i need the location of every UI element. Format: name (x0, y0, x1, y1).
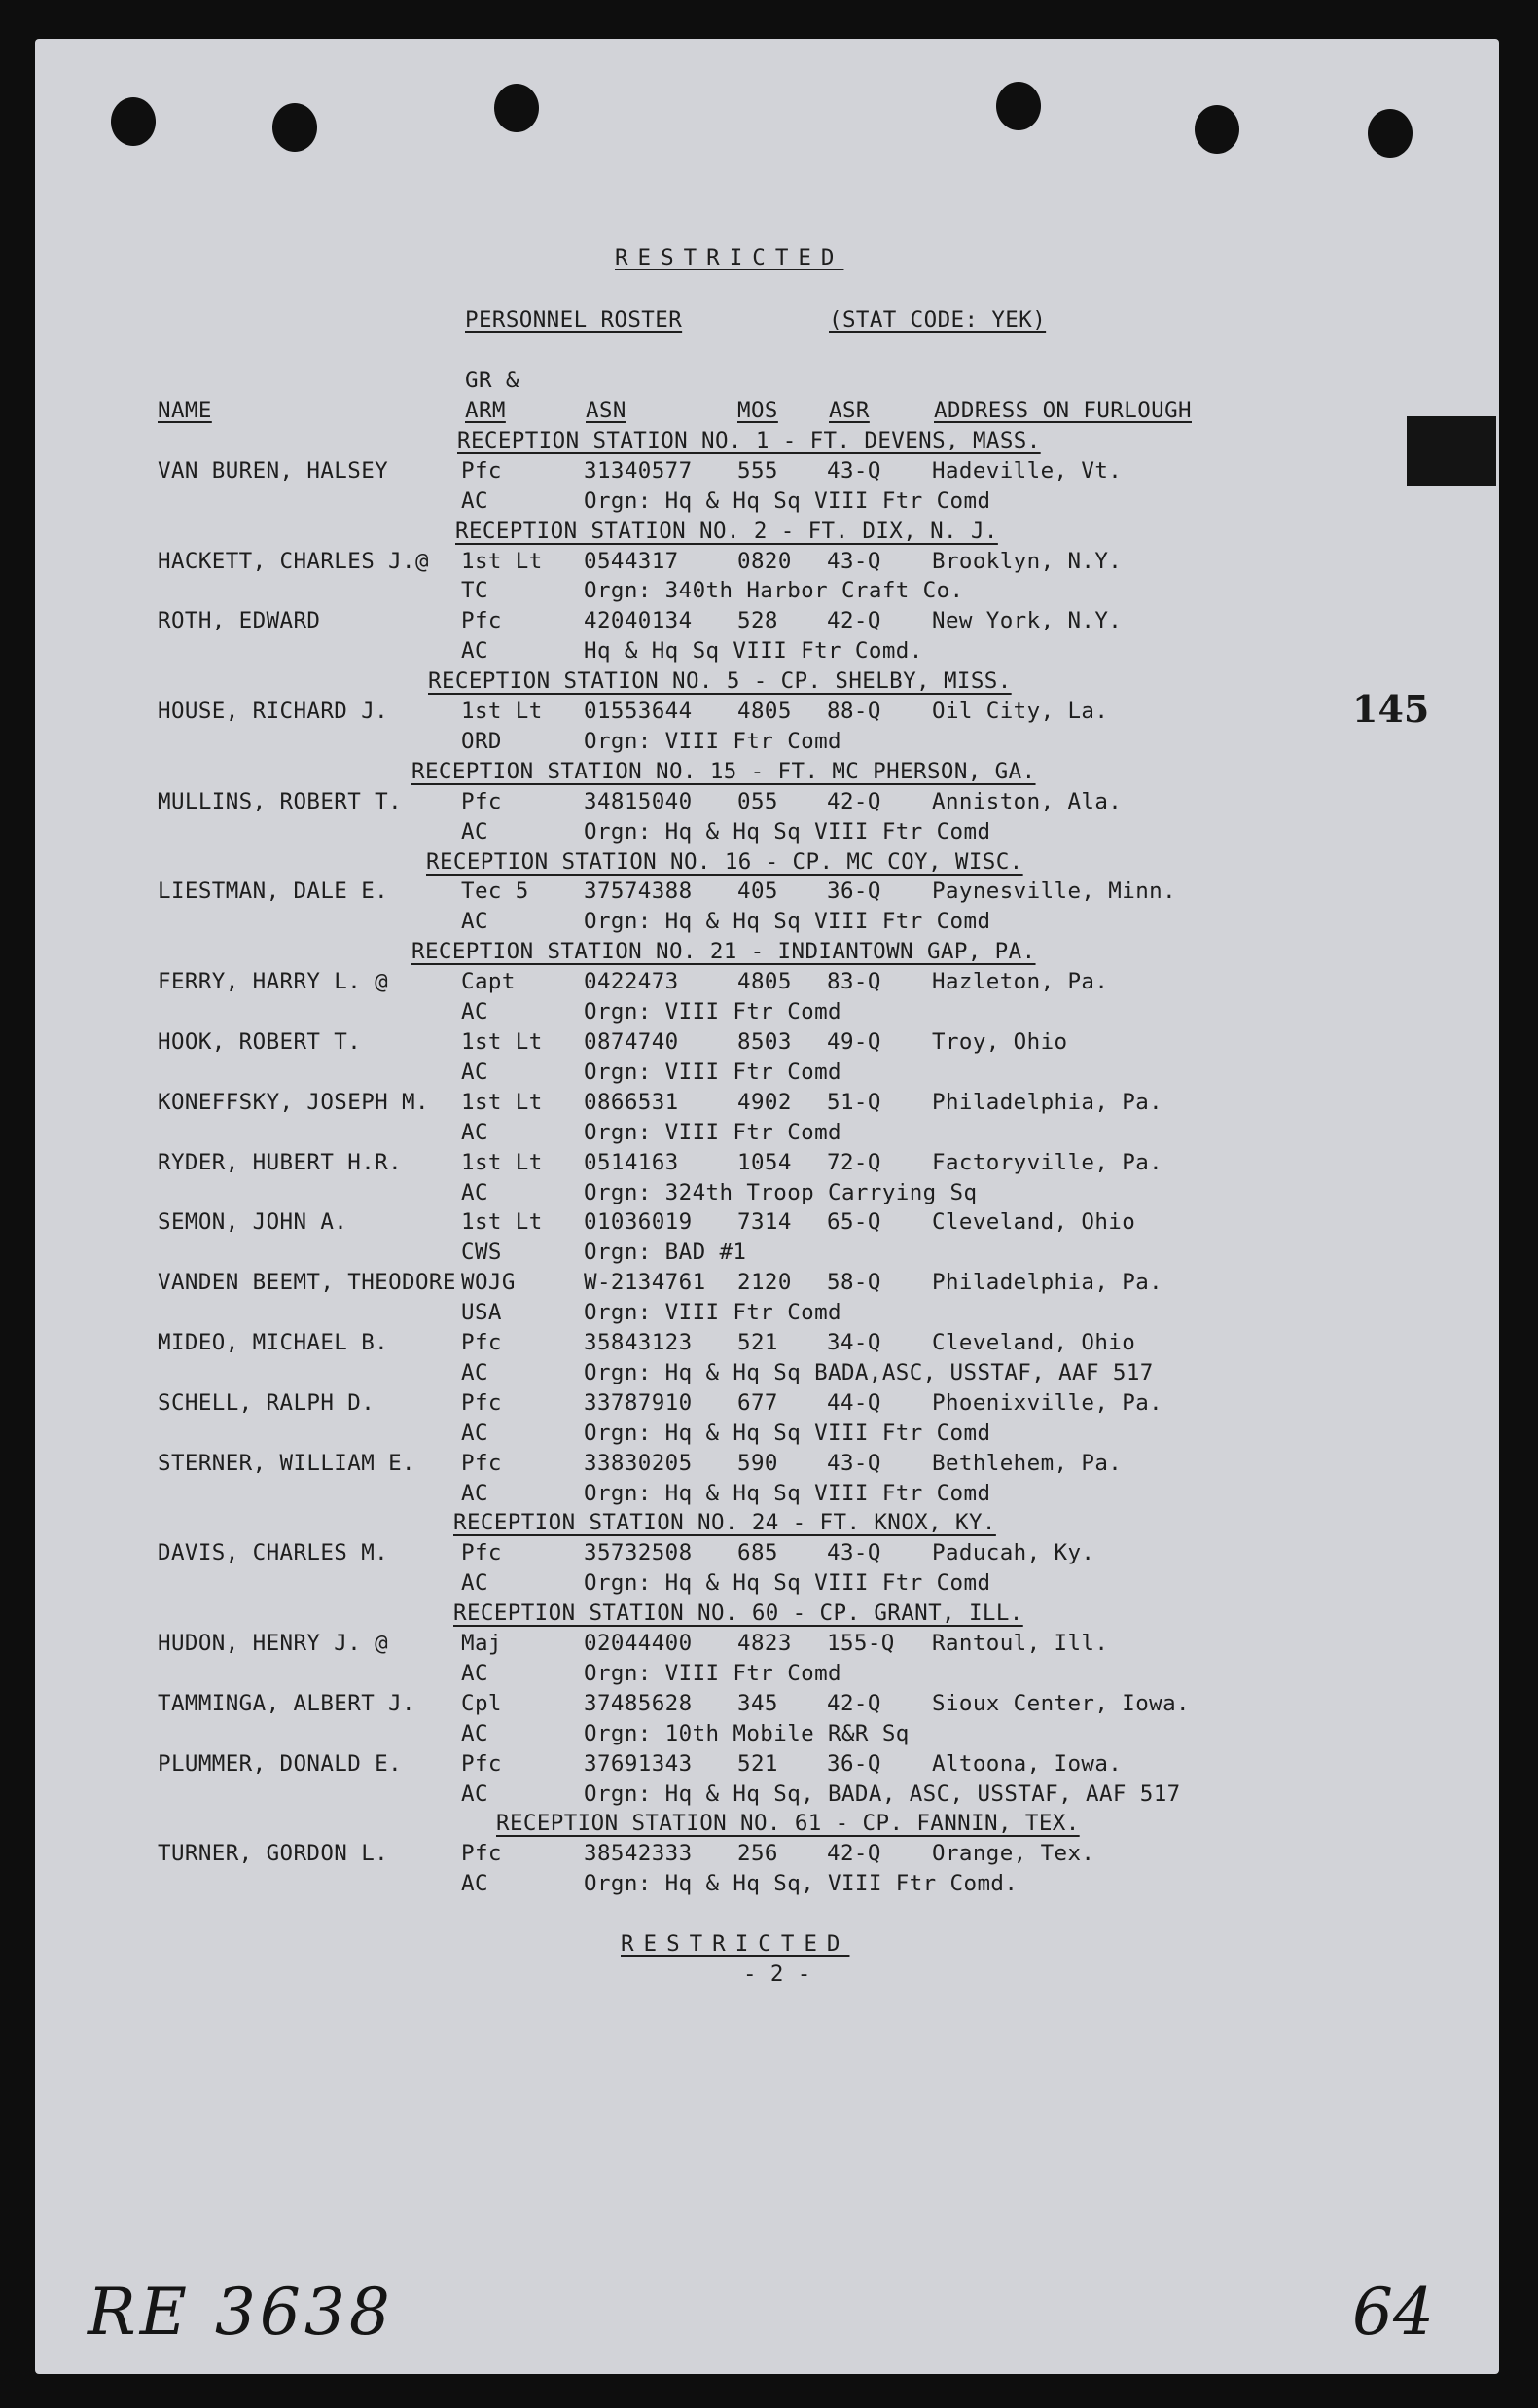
person-arm: ORD (461, 729, 502, 754)
person-mos: 521 (737, 1330, 778, 1355)
person-grade: Cpl (461, 1691, 502, 1716)
person-name: HUDON, HENRY J. @ (158, 1631, 389, 1656)
person-asr: 36-Q (827, 879, 881, 904)
person-mos: 345 (737, 1691, 778, 1716)
reception-station-heading: RECEPTION STATION NO. 24 - FT. KNOX, KY. (453, 1510, 996, 1535)
person-name: PLUMMER, DONALD E. (158, 1751, 403, 1777)
person-organization: Orgn: VIII Ftr Comd (584, 1120, 841, 1145)
person-grade: Pfc (461, 789, 502, 814)
person-asn: 0866531 (584, 1090, 679, 1115)
reception-station-heading: RECEPTION STATION NO. 60 - CP. GRANT, ILL. (453, 1600, 1023, 1626)
person-asr: 34-Q (827, 1330, 881, 1355)
person-address: Rantoul, Ill. (932, 1631, 1109, 1656)
person-organization: Orgn: Hq & Hq Sq, VIII Ftr Comd. (584, 1871, 1019, 1896)
person-asn: 33787910 (584, 1390, 693, 1416)
person-address: Brooklyn, N.Y. (932, 549, 1123, 574)
person-asr: 43-Q (827, 1540, 881, 1565)
person-mos: 4823 (737, 1631, 792, 1656)
reception-station-heading: RECEPTION STATION NO. 5 - CP. SHELBY, MISS. (428, 668, 1012, 694)
person-asr: 58-Q (827, 1270, 881, 1295)
person-name: VANDEN BEEMT, THEODORE (158, 1270, 456, 1295)
person-address: Orange, Tex. (932, 1841, 1095, 1866)
person-arm: AC (461, 1360, 488, 1385)
person-mos: 405 (737, 879, 778, 904)
person-name: TAMMINGA, ALBERT J. (158, 1691, 415, 1716)
person-asr: 83-Q (827, 969, 881, 994)
person-name: STERNER, WILLIAM E. (158, 1451, 415, 1476)
person-asr: 155-Q (827, 1631, 895, 1656)
person-organization: Orgn: Hq & Hq Sq BADA,ASC, USSTAF, AAF 517 (584, 1360, 1154, 1385)
person-name: HOUSE, RICHARD J. (158, 699, 389, 724)
person-address: Sioux Center, Iowa. (932, 1691, 1190, 1716)
person-arm: AC (461, 488, 488, 514)
person-asr: 42-Q (827, 608, 881, 633)
person-organization: Orgn: 324th Troop Carrying Sq (584, 1180, 978, 1205)
person-asr: 42-Q (827, 1841, 881, 1866)
person-address: New York, N.Y. (932, 608, 1123, 633)
person-name: SEMON, JOHN A. (158, 1209, 348, 1235)
person-grade: 1st Lt (461, 549, 543, 574)
column-header-mos: MOS (737, 398, 778, 423)
person-arm: CWS (461, 1240, 502, 1265)
person-organization: Orgn: Hq & Hq Sq VIII Ftr Comd (584, 1570, 991, 1596)
person-organization: Orgn: VIII Ftr Comd (584, 999, 841, 1024)
person-mos: 4805 (737, 969, 792, 994)
person-organization: Orgn: VIII Ftr Comd (584, 1300, 841, 1325)
person-asr: 88-Q (827, 699, 881, 724)
person-grade: Pfc (461, 1841, 502, 1866)
person-address: Philadelphia, Pa. (932, 1090, 1163, 1115)
person-organization: Orgn: VIII Ftr Comd (584, 1060, 841, 1085)
person-asr: 44-Q (827, 1390, 881, 1416)
person-name: HOOK, ROBERT T. (158, 1029, 362, 1055)
person-name: VAN BUREN, HALSEY (158, 458, 389, 484)
person-arm: AC (461, 1721, 488, 1746)
person-asn: 38542333 (584, 1841, 693, 1866)
person-arm: TC (461, 578, 488, 603)
sheet-number: 64 (1352, 2275, 1434, 2350)
person-address: Cleveland, Ohio (932, 1330, 1136, 1355)
person-address: Hazleton, Pa. (932, 969, 1109, 994)
stat-code: (STAT CODE: YEK) (829, 307, 1047, 333)
person-address: Paynesville, Minn. (932, 879, 1177, 904)
person-asr: 51-Q (827, 1090, 881, 1115)
person-asn: 33830205 (584, 1451, 693, 1476)
person-asn: 01036019 (584, 1209, 693, 1235)
person-mos: 4902 (737, 1090, 792, 1115)
person-organization: Orgn: Hq & Hq Sq, BADA, ASC, USSTAF, AAF 517 (584, 1781, 1181, 1807)
person-arm: AC (461, 1120, 488, 1145)
person-name: KONEFFSKY, JOSEPH M. (158, 1090, 429, 1115)
person-arm: AC (461, 638, 488, 664)
person-mos: 1054 (737, 1150, 792, 1175)
person-grade: Tec 5 (461, 879, 529, 904)
person-arm: AC (461, 1060, 488, 1085)
reception-station-heading: RECEPTION STATION NO. 1 - FT. DEVENS, MASS. (457, 428, 1041, 453)
person-asr: 36-Q (827, 1751, 881, 1777)
person-name: FERRY, HARRY L. @ (158, 969, 389, 994)
archive-reference: RE 3638 (88, 2275, 394, 2350)
person-mos: 256 (737, 1841, 778, 1866)
person-asn: 0544317 (584, 549, 679, 574)
person-address: Phoenixville, Pa. (932, 1390, 1163, 1416)
person-address: Factoryville, Pa. (932, 1150, 1163, 1175)
person-arm: AC (461, 1180, 488, 1205)
person-address: Oil City, La. (932, 699, 1109, 724)
person-name: MIDEO, MICHAEL B. (158, 1330, 389, 1355)
person-name: MULLINS, ROBERT T. (158, 789, 403, 814)
person-asn: 37691343 (584, 1751, 693, 1777)
person-organization: Orgn: 340th Harbor Craft Co. (584, 578, 964, 603)
person-organization: Orgn: VIII Ftr Comd (584, 729, 841, 754)
person-arm: AC (461, 1781, 488, 1807)
person-arm: AC (461, 1481, 488, 1506)
person-organization: Orgn: BAD #1 (584, 1240, 747, 1265)
person-name: LIESTMAN, DALE E. (158, 879, 389, 904)
person-organization: Orgn: 10th Mobile R&R Sq (584, 1721, 910, 1746)
person-arm: AC (461, 1420, 488, 1446)
person-grade: 1st Lt (461, 1209, 543, 1235)
person-organization: Orgn: Hq & Hq Sq VIII Ftr Comd (584, 1481, 991, 1506)
person-address: Troy, Ohio (932, 1029, 1068, 1055)
person-organization: Hq & Hq Sq VIII Ftr Comd. (584, 638, 923, 664)
reception-station-heading: RECEPTION STATION NO. 15 - FT. MC PHERSON, GA. (411, 759, 1036, 784)
restricted-footer: RESTRICTED (621, 1931, 850, 1957)
person-organization: Orgn: Hq & Hq Sq VIII Ftr Comd (584, 819, 991, 845)
person-asn: 37574388 (584, 879, 693, 904)
person-asr: 49-Q (827, 1029, 881, 1055)
footer-page: - 2 - (743, 1961, 811, 1987)
person-asn: 0422473 (584, 969, 679, 994)
person-asn: 0514163 (584, 1150, 679, 1175)
person-asr: 72-Q (827, 1150, 881, 1175)
reception-station-heading: RECEPTION STATION NO. 2 - FT. DIX, N. J. (455, 519, 998, 544)
person-arm: USA (461, 1300, 502, 1325)
person-grade: 1st Lt (461, 1090, 543, 1115)
person-organization: Orgn: Hq & Hq Sq VIII Ftr Comd (584, 488, 991, 514)
person-name: ROTH, EDWARD (158, 608, 321, 633)
person-grade: Pfc (461, 1540, 502, 1565)
person-asr: 65-Q (827, 1209, 881, 1235)
person-grade: 1st Lt (461, 1029, 543, 1055)
column-header-gr: GR & (465, 368, 519, 393)
person-asn: 31340577 (584, 458, 693, 484)
person-mos: 4805 (737, 699, 792, 724)
person-name: TURNER, GORDON L. (158, 1841, 389, 1866)
person-grade: Pfc (461, 608, 502, 633)
person-mos: 590 (737, 1451, 778, 1476)
person-arm: AC (461, 909, 488, 934)
reception-station-heading: RECEPTION STATION NO. 16 - CP. MC COY, WISC. (426, 849, 1023, 875)
person-asn: 35843123 (584, 1330, 693, 1355)
person-grade: Pfc (461, 458, 502, 484)
person-grade: Capt (461, 969, 516, 994)
person-address: Bethlehem, Pa. (932, 1451, 1123, 1476)
column-header-arm: ARM (465, 398, 506, 423)
person-grade: Pfc (461, 1751, 502, 1777)
person-name: SCHELL, RALPH D. (158, 1390, 376, 1416)
person-name: RYDER, HUBERT H.R. (158, 1150, 403, 1175)
person-asr: 42-Q (827, 1691, 881, 1716)
column-header-name: NAME (158, 398, 212, 423)
person-asn: W-2134761 (584, 1270, 706, 1295)
person-mos: 528 (737, 608, 778, 633)
person-asn: 0874740 (584, 1029, 679, 1055)
person-asn: 01553644 (584, 699, 693, 724)
person-name: DAVIS, CHARLES M. (158, 1540, 389, 1565)
person-arm: AC (461, 1661, 488, 1686)
person-asn: 34815040 (584, 789, 693, 814)
person-address: Cleveland, Ohio (932, 1209, 1136, 1235)
person-arm: AC (461, 819, 488, 845)
reception-station-heading: RECEPTION STATION NO. 21 - INDIANTOWN GAP, PA. (411, 939, 1036, 964)
person-asr: 43-Q (827, 458, 881, 484)
person-asr: 42-Q (827, 789, 881, 814)
reception-station-heading: RECEPTION STATION NO. 61 - CP. FANNIN, TEX. (496, 1811, 1080, 1836)
person-grade: 1st Lt (461, 1150, 543, 1175)
person-address: Anniston, Ala. (932, 789, 1123, 814)
person-grade: 1st Lt (461, 699, 543, 724)
person-grade: Pfc (461, 1390, 502, 1416)
column-header-asn: ASN (586, 398, 626, 423)
person-organization: Orgn: Hq & Hq Sq VIII Ftr Comd (584, 909, 991, 934)
person-asn: 35732508 (584, 1540, 693, 1565)
person-address: Philadelphia, Pa. (932, 1270, 1163, 1295)
person-grade: Maj (461, 1631, 502, 1656)
person-grade: WOJG (461, 1270, 516, 1295)
person-asr: 43-Q (827, 1451, 881, 1476)
person-organization: Orgn: VIII Ftr Comd (584, 1661, 841, 1686)
restricted-header: RESTRICTED (615, 245, 844, 270)
person-asr: 43-Q (827, 549, 881, 574)
person-asn: 37485628 (584, 1691, 693, 1716)
person-organization: Orgn: Hq & Hq Sq VIII Ftr Comd (584, 1420, 991, 1446)
person-grade: Pfc (461, 1451, 502, 1476)
person-address: Altoona, Iowa. (932, 1751, 1123, 1777)
person-mos: 677 (737, 1390, 778, 1416)
person-mos: 055 (737, 789, 778, 814)
person-mos: 521 (737, 1751, 778, 1777)
person-mos: 685 (737, 1540, 778, 1565)
person-mos: 2120 (737, 1270, 792, 1295)
page-number: 145 (1352, 687, 1430, 731)
person-asn: 42040134 (584, 608, 693, 633)
person-mos: 8503 (737, 1029, 792, 1055)
person-grade: Pfc (461, 1330, 502, 1355)
person-name: HACKETT, CHARLES J.@ (158, 549, 429, 574)
roster-title: PERSONNEL ROSTER (465, 307, 683, 333)
person-address: Paducah, Ky. (932, 1540, 1095, 1565)
person-arm: AC (461, 999, 488, 1024)
person-mos: 0820 (737, 549, 792, 574)
column-header-address: ADDRESS ON FURLOUGH (934, 398, 1192, 423)
column-header-asr: ASR (829, 398, 870, 423)
person-mos: 7314 (737, 1209, 792, 1235)
person-arm: AC (461, 1570, 488, 1596)
person-arm: AC (461, 1871, 488, 1896)
person-address: Hadeville, Vt. (932, 458, 1123, 484)
person-asn: 02044400 (584, 1631, 693, 1656)
person-mos: 555 (737, 458, 778, 484)
